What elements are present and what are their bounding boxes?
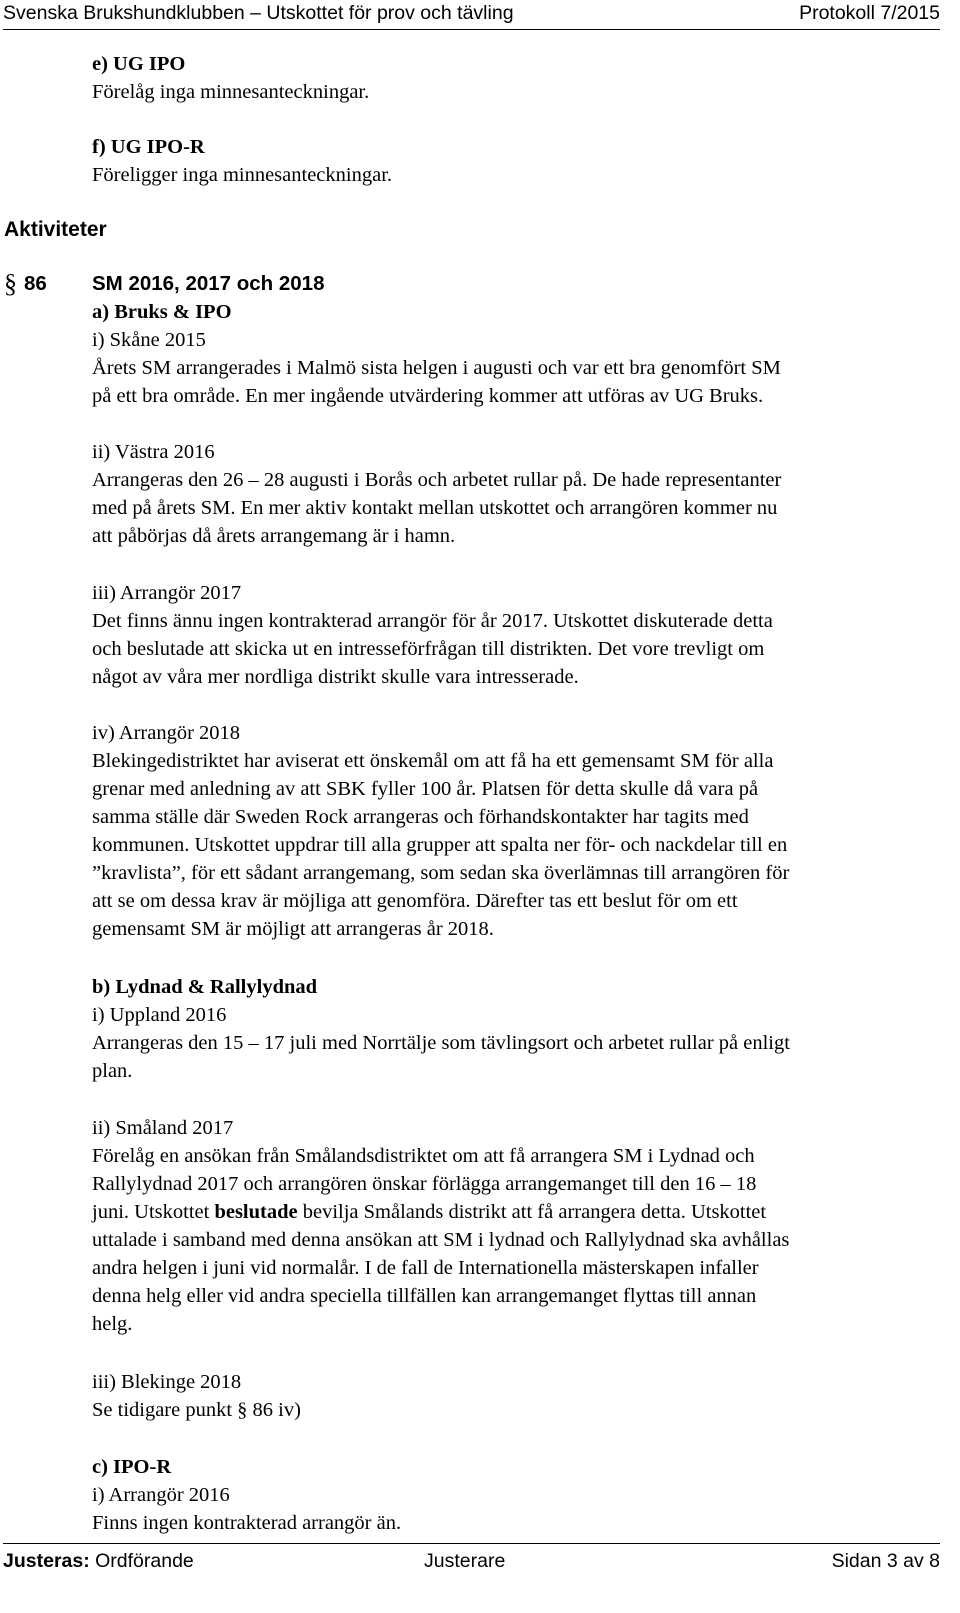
a-iii-line-2: och beslutade att skicka ut en intresseförfrågan till distrikten. Det vore trevligt om [92, 638, 765, 660]
a-iii-line-1: Det finns ännu ingen kontrakterad arrangör för år 2017. Utskottet diskuterade detta [92, 610, 773, 632]
footer-justeras-role: Ordförande [89, 1550, 194, 1572]
b-ii-line-7: helg. [92, 1313, 133, 1335]
header-protocol: Protokoll 7/2015 [799, 2, 940, 24]
b-ii-line-2: Rallylydnad 2017 och arrangören önskar förlägga arrangemanget till den 16 – 18 [92, 1173, 757, 1195]
b-ii-line-4: uttalade i samband med denna ansökan att SM i lydnad och Rallylydnad ska avhållas [92, 1229, 790, 1251]
b-ii-line-3-pre: juni. Utskottet [92, 1201, 215, 1223]
e-text: Förelåg inga minnesanteckningar. [92, 81, 370, 103]
a-iv-line-5: ”kravlista”, för ett sådant arrangemang, som sedan ska överlämnas till arrangören för [92, 862, 790, 884]
a-i-heading: i) Skåne 2015 [92, 329, 206, 351]
b-iii-heading: iii) Blekinge 2018 [92, 1371, 242, 1393]
b-ii-line-3 [92, 1198, 766, 1226]
page-header [0, 0, 960, 26]
b-ii-heading: ii) Småland 2017 [92, 1117, 234, 1139]
a-iii-heading: iii) Arrangör 2017 [92, 582, 242, 604]
footer-justeras-label: Justeras: [3, 1550, 90, 1572]
a-heading: a) Bruks & IPO [92, 301, 232, 323]
c-i-line: Finns ingen kontrakterad arrangör än. [92, 1512, 402, 1534]
item-title: SM 2016, 2017 och 2018 [92, 272, 325, 295]
a-ii-line-1: Arrangeras den 26 – 28 augusti i Borås och arbetet rullar på. De hade representanter [92, 469, 782, 491]
footer-page-number: Sidan 3 av 8 [831, 1550, 940, 1572]
footer-rule [3, 1543, 940, 1544]
e-heading: e) UG IPO [92, 53, 186, 75]
footer-justeras [3, 1548, 194, 1574]
footer-justerare: Justerare [424, 1550, 506, 1572]
a-iv-line-4: kommunen. Utskottet uppdrar till alla grupper att spalta ner för- och nackdelar till en [92, 834, 788, 856]
b-ii-line-3-bold: beslutade [214, 1201, 298, 1223]
a-iv-line-2: grenar med anledning av att SBK fyller 100 år. Platsen för detta skulle då vara på [92, 778, 759, 800]
header-rule [3, 29, 940, 30]
b-ii-line-6: denna helg eller vid andra speciella tillfällen kan arrangemanget flyttas till annan [92, 1285, 757, 1307]
f-text: Föreligger inga minnesanteckningar. [92, 164, 393, 186]
a-iv-line-1: Blekingedistriktet har aviserat ett önskemål om att få ha ett gemensamt SM för alla [92, 750, 774, 772]
a-i-line-1: Årets SM arrangerades i Malmö sista helgen i augusti och var ett bra genomfört SM [92, 357, 781, 379]
a-iv-line-7: gemensamt SM är möjligt att arrangeras år 2018. [92, 918, 494, 940]
paragraph-sign: § [4, 269, 17, 298]
b-i-line-1: Arrangeras den 15 – 17 juli med Norrtälje som tävlingsort och arbetet rullar på enligt [92, 1032, 790, 1054]
f-heading: f) UG IPO-R [92, 136, 205, 158]
a-iv-line-3: samma ställe där Sweden Rock arrangeras och förhandskontakter har tagits med [92, 806, 749, 828]
c-i-heading: i) Arrangör 2016 [92, 1484, 230, 1506]
b-ii-line-3-post: bevilja Smålands distrikt att få arrangera detta. Utskottet [297, 1201, 767, 1223]
section-title: Aktiviteter [4, 218, 107, 241]
b-iii-line: Se tidigare punkt § 86 iv) [92, 1399, 301, 1421]
a-ii-line-3: att påbörjas då årets arrangemang är i hamn. [92, 525, 456, 547]
item-number: 86 [24, 272, 47, 295]
b-i-line-2: plan. [92, 1060, 133, 1082]
b-ii-line-5: andra helgen i juni vid normalår. I de fall de Internationella mästerskapen infaller [92, 1257, 759, 1279]
a-ii-line-2: med på årets SM. En mer aktiv kontakt mellan utskottet och arrangören kommer nu [92, 497, 778, 519]
a-iii-line-3: något av våra mer nordliga distrikt skulle vara intresserade. [92, 666, 579, 688]
c-heading: c) IPO-R [92, 1456, 172, 1478]
page-footer [0, 1548, 960, 1574]
a-ii-heading: ii) Västra 2016 [92, 441, 215, 463]
b-heading: b) Lydnad & Rallylydnad [92, 976, 318, 998]
a-iv-line-6: att se om dessa krav är möjliga att genomföra. Därefter tas ett beslut för om ett [92, 890, 738, 912]
a-iv-heading: iv) Arrangör 2018 [92, 722, 241, 744]
header-title: Svenska Brukshundklubben – Utskottet för prov och tävling [3, 2, 514, 24]
a-i-line-2: på ett bra område. En mer ingående utvärdering kommer att utföras av UG Bruks. [92, 385, 764, 407]
b-ii-line-1: Förelåg en ansökan från Smålandsdistriktet om att få arrangera SM i Lydnad och [92, 1145, 755, 1167]
b-i-heading: i) Uppland 2016 [92, 1004, 227, 1026]
